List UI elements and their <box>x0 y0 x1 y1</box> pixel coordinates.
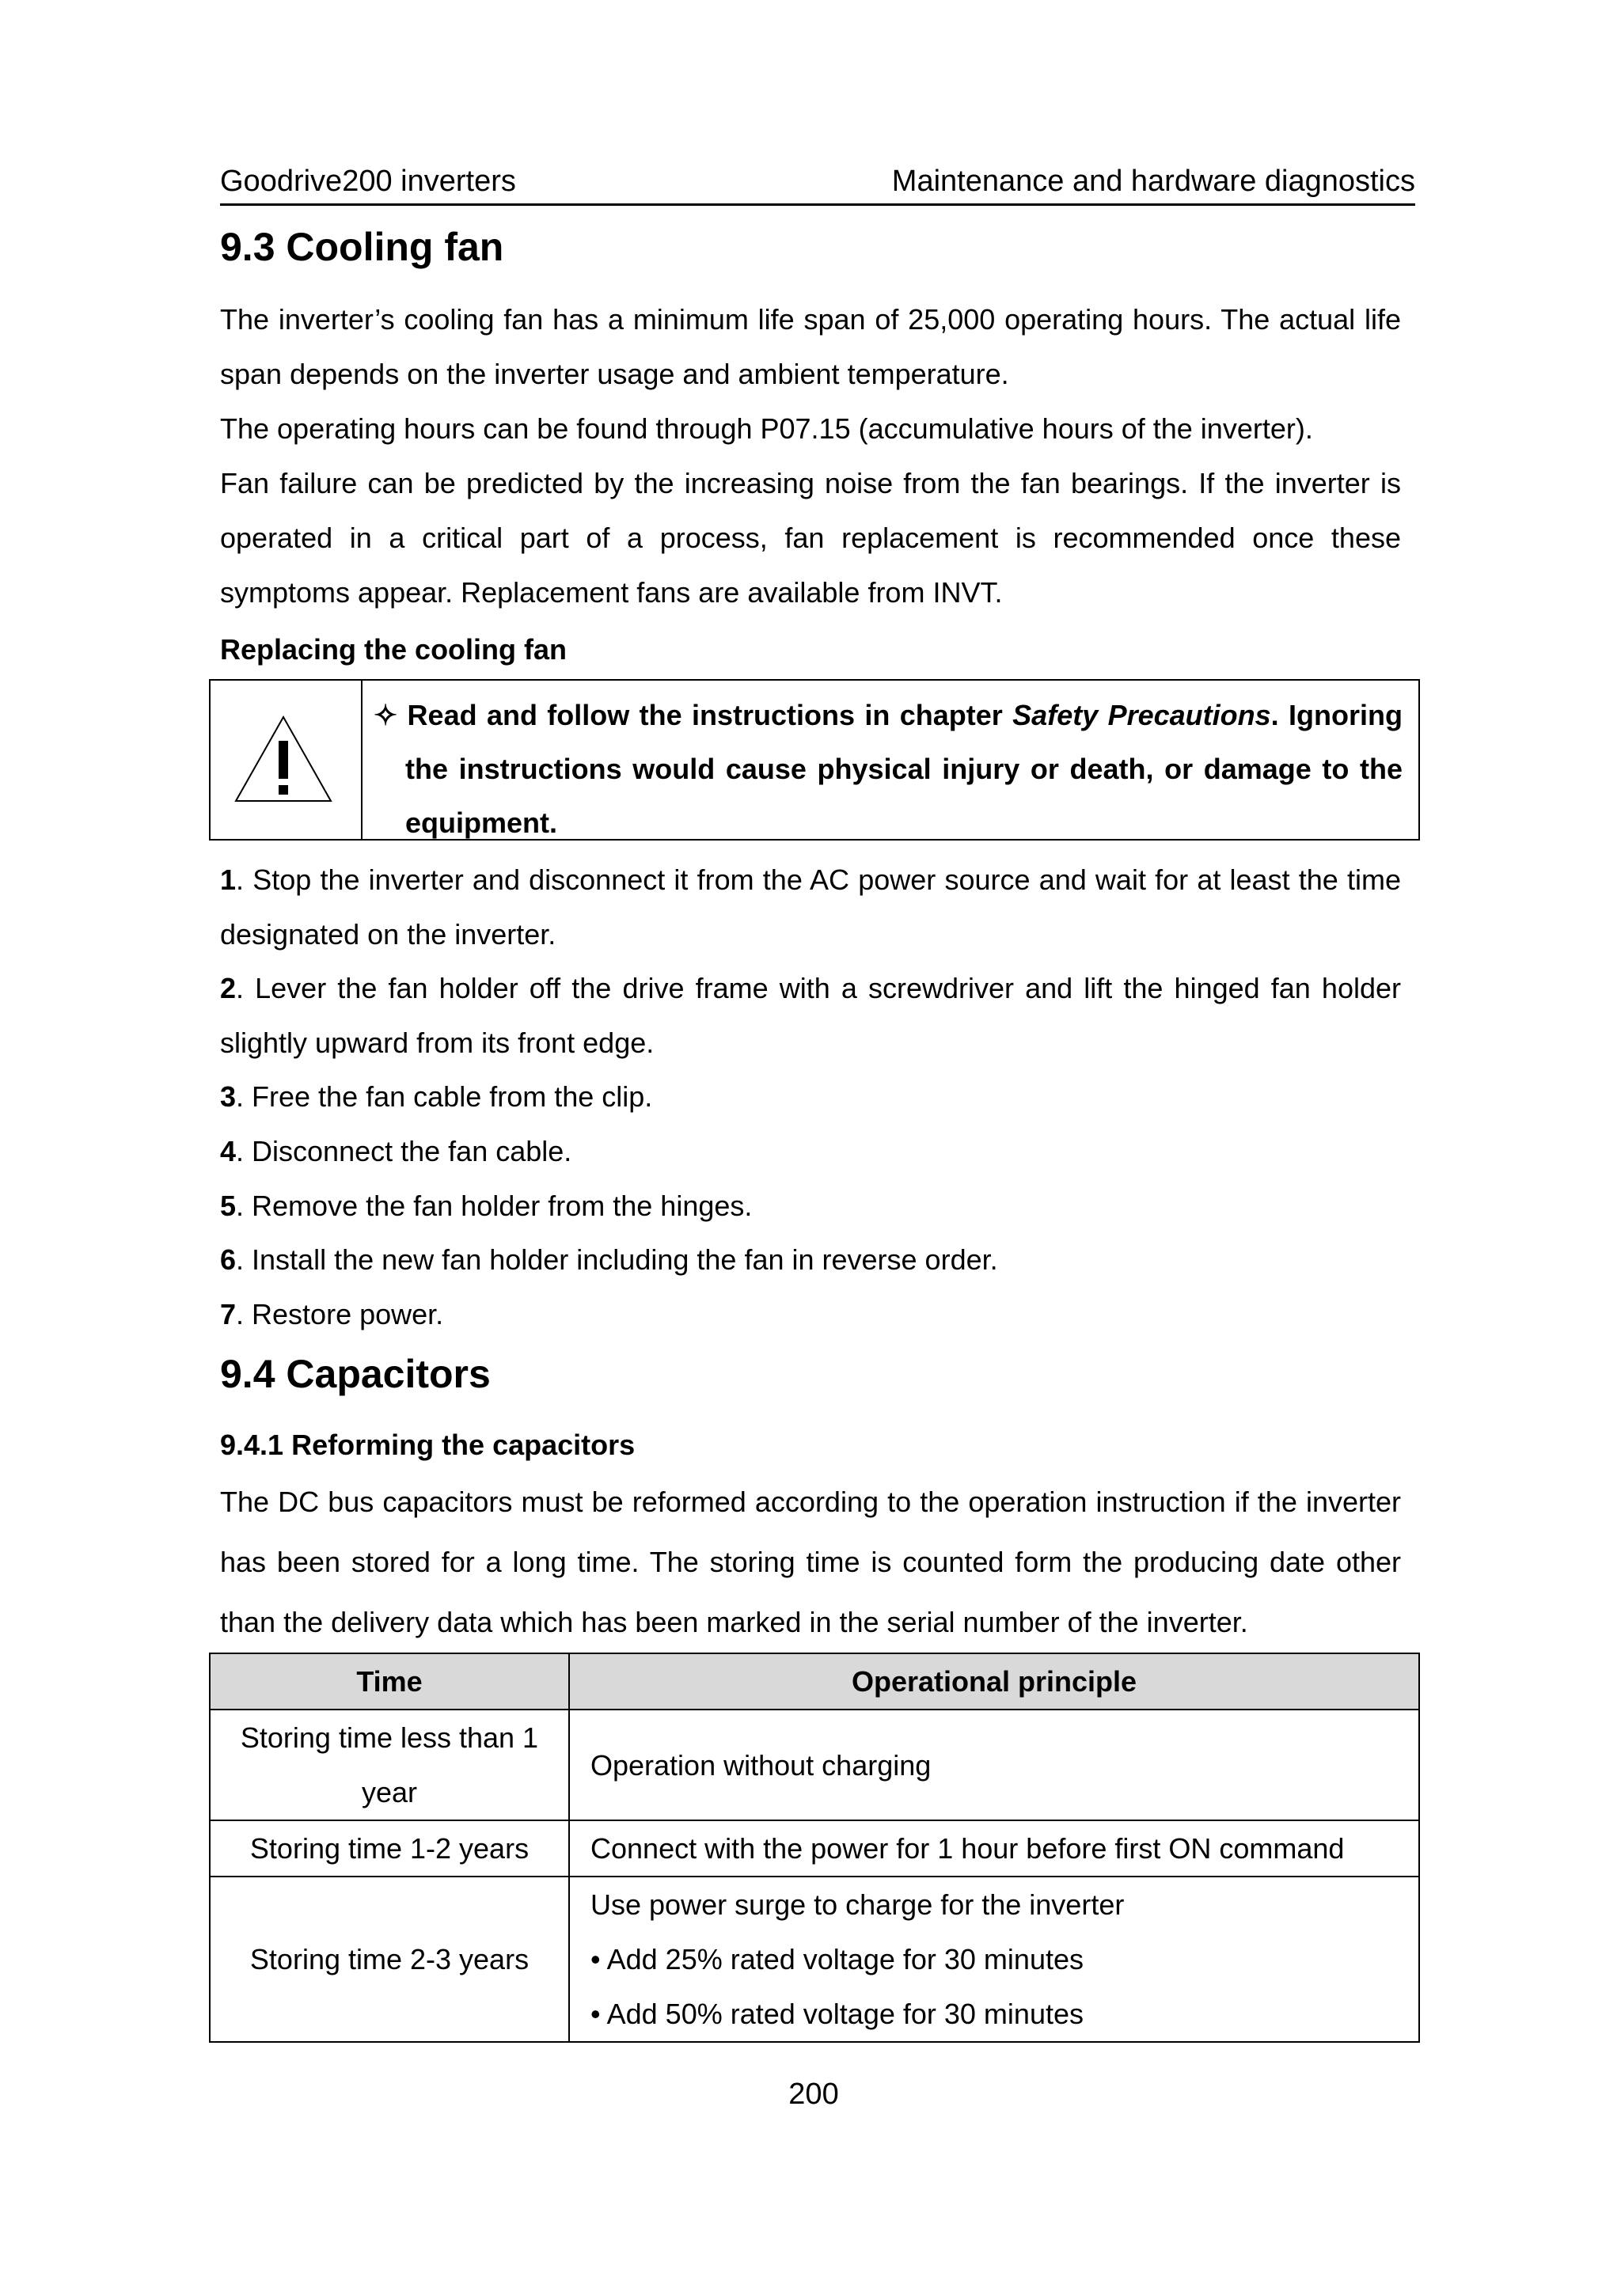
page-header <box>220 162 1415 206</box>
table-row <box>210 1710 1419 1820</box>
table-header-row <box>210 1653 1419 1710</box>
list-item: 6. Install the new fan holder including the fan in reverse order. <box>220 1243 998 1277</box>
table-row <box>210 1877 1419 2042</box>
list-item: 7. Restore power. <box>220 1297 444 1330</box>
table-cell-line: • Add 50% rated voltage for 30 minutes <box>590 1998 1084 2030</box>
table-header-time: Time <box>210 1653 569 1710</box>
table-cell: Storing time 1-2 years <box>210 1820 569 1877</box>
section-title-cooling-fan: 9.3 Cooling fan <box>220 225 504 269</box>
paragraph: The inverter’s cooling fan has a minimum life span of 25,000 operating hours. The actual life span depends on the inverter usage and ambient temperature. <box>220 303 1401 390</box>
subheading-reforming: 9.4.1 Reforming the capacitors <box>220 1429 636 1461</box>
table-cell-line: Use power surge to charge for the inverter <box>590 1888 1125 1921</box>
table-cell: Connect with the power for 1 hour before first ON command <box>569 1820 1419 1877</box>
warning-text-after: . Ignoring the instructions would cause physical injury or death, or damage to the equipment. <box>405 699 1403 839</box>
bullet-icon: ✧ <box>374 699 398 731</box>
list-item: 4. Disconnect the fan cable. <box>220 1134 572 1167</box>
list-item: 2. Lever the fan holder off the drive frame with a screwdriver and lift the hinged fan holder slightly upward from its front edge. <box>220 972 1401 1059</box>
capacitors-paragraph: The DC bus capacitors must be reformed according to the operation instruction if the inverter has been stored for a long time. The storing time is counted form the producing date other than the delivery data which has been marked in the serial number of the inverter. <box>220 1486 1401 1638</box>
storage-table <box>209 1653 1420 2043</box>
header-left: Goodrive200 inverters <box>220 165 516 198</box>
table-header-principle: Operational principle <box>569 1653 1419 1710</box>
table-row <box>210 1820 1419 1877</box>
paragraph: Fan failure can be predicted by the increasing noise from the fan bearings. If the inverter is operated in a critical part of a process, fan replacement is recommended once these symptoms appear. Replacement fans are available from INVT. <box>220 467 1401 609</box>
table-cell: Operation without charging <box>569 1710 1419 1820</box>
warning-triangle-icon <box>233 714 334 806</box>
list-item: 5. Remove the fan holder from the hinges. <box>220 1189 753 1222</box>
warning-text-before: Read and follow the instructions in chapter <box>407 699 1013 731</box>
warning-box <box>209 679 1420 841</box>
table-cell: Storing time less than 1 year <box>210 1710 569 1820</box>
warning-emphasis: Safety Precautions <box>1012 699 1271 731</box>
paragraph: The operating hours can be found through P07.15 (accumulative hours of the inverter). <box>220 412 1313 445</box>
warning-text <box>374 689 1403 850</box>
table-cell: Storing time 2-3 years <box>210 1877 569 2042</box>
table-cell <box>569 1877 1419 2042</box>
subheading-replacing-fan: Replacing the cooling fan <box>220 633 568 666</box>
warning-icon-cell <box>211 681 363 839</box>
section-title-capacitors: 9.4 Capacitors <box>220 1352 491 1396</box>
table-cell-line: • Add 25% rated voltage for 30 minutes <box>590 1943 1084 1975</box>
cooling-fan-intro <box>220 292 1401 620</box>
page-number: 200 <box>788 2078 839 2111</box>
steps-list <box>220 853 1401 1342</box>
list-item: 1. Stop the inverter and disconnect it from the AC power source and wait for at least the time designated on the inverter. <box>220 863 1401 951</box>
list-item: 3. Free the fan cable from the clip. <box>220 1080 653 1114</box>
header-right: Maintenance and hardware diagnostics <box>891 165 1415 198</box>
